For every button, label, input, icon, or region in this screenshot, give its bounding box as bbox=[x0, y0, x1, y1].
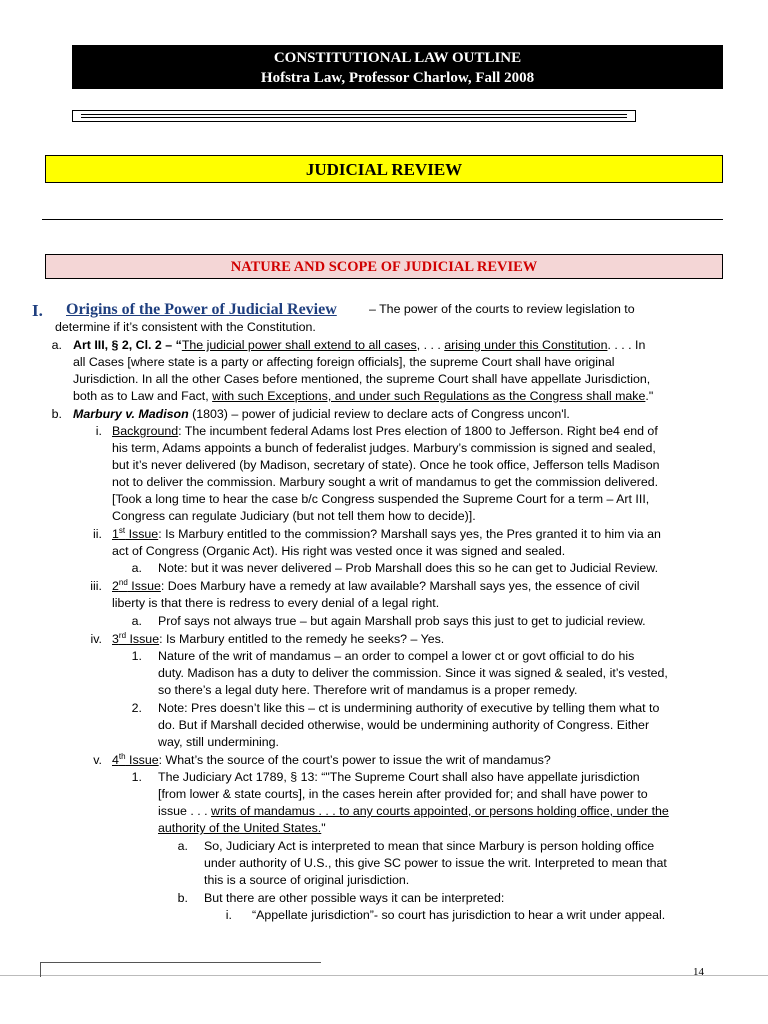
issue4-sub-b-marker: b. bbox=[177, 891, 188, 905]
item-a-line4-end: ." bbox=[645, 389, 654, 403]
issue1-note: Note: but it was never delivered – Prob Marshall does this so he can get to Judicial Review. bbox=[158, 561, 659, 575]
item-biii-marker: iii. bbox=[90, 579, 102, 593]
issue3-point2-marker: 2. bbox=[131, 701, 142, 715]
background-line2: his term, Adams appoints a bunch of federalist judges. Marbury’s commission is signed and sealed, bbox=[112, 441, 656, 455]
background-line6: Congress can regulate Judiciary (but not tell them how to decide)]. bbox=[112, 509, 476, 523]
issue2-note: Prof says not always true – but again Marshall prob says this just to get to judicial review. bbox=[158, 614, 646, 628]
issue1-label: 1st Issue bbox=[112, 525, 159, 541]
issue4-point1-line4 bbox=[158, 820, 326, 837]
issue2-label: 2nd Issue bbox=[112, 577, 161, 593]
issue3-point2-line2: do. But if Marshall decided otherwise, would be undermining authority of Congress. Either bbox=[158, 718, 650, 732]
background-line5: [Took a long time to hear the case b/c Congress suspended the Supreme Court for a term – Art III, bbox=[112, 492, 650, 506]
item-a-marker: a. bbox=[51, 338, 62, 352]
issue3-point1-line1: Nature of the writ of mandamus – an order to compel a lower ct or govt official to do his bbox=[158, 649, 635, 663]
issue1-note-marker: a. bbox=[131, 561, 142, 575]
item-bii-marker: ii. bbox=[93, 527, 102, 541]
issue4-sub-a-line2: under authority of U.S., this give SC power to issue the writ. Interpreted to mean that bbox=[204, 856, 667, 870]
issue3-point2-line1: Note: Pres doesn’t like this – ct is undermining authority of executive by telling them what to bbox=[158, 701, 660, 715]
heading-marker: I. bbox=[32, 301, 43, 320]
issue4-line1 bbox=[112, 752, 551, 769]
item-a-line1 bbox=[73, 337, 645, 354]
issue2-note-marker: a. bbox=[131, 614, 142, 628]
item-b-line1 bbox=[73, 406, 570, 423]
issue4-sub-a-line3: this is a source of original jurisdiction. bbox=[204, 873, 410, 887]
issue4-point1-line4-underlined: authority of the United States. bbox=[158, 821, 322, 835]
issue4-point1-line3-start: issue . . . bbox=[158, 804, 212, 818]
issue4-sub-a-line1: So, Judiciary Act is interpreted to mean that since Marbury is person holding office bbox=[204, 839, 655, 853]
heading-text: – The power of the courts to review legislation to bbox=[369, 302, 635, 316]
issue3-point1-line3: so there’s a legal duty here. Therefore writ of mandamus is a proper remedy. bbox=[158, 683, 578, 697]
issue3-point2-line3: way, still undermining. bbox=[158, 735, 279, 749]
item-a-ellipsis2: . . . . In bbox=[607, 338, 646, 352]
item-a-ellipsis1: , . . . bbox=[416, 338, 445, 352]
page-number: 14 bbox=[693, 966, 704, 978]
issue4-text: : What’s the source of the court’s power to issue the writ of mandamus? bbox=[158, 753, 551, 767]
horizontal-rule bbox=[42, 219, 723, 220]
background-line1 bbox=[112, 423, 658, 440]
item-bi-marker: i. bbox=[95, 424, 102, 438]
issue4-sub-b-i-line1: “Appellate jurisdiction”- so court has jurisdiction to hear a writ under appeal. bbox=[252, 908, 666, 922]
issue2-line1 bbox=[112, 578, 640, 595]
issue1-line1 bbox=[112, 526, 661, 543]
issue4-point1-line3-underlined: writs of mandamus . . . to any courts appointed, or persons holding office, under the bbox=[211, 804, 669, 818]
header-title: CONSTITUTIONAL LAW OUTLINE bbox=[273, 50, 522, 66]
issue1-line2: act of Congress (Organic Act). His right was vested once it was signed and sealed. bbox=[112, 544, 566, 558]
issue4-sub-b-i-marker: i. bbox=[225, 908, 232, 922]
heading-title: Origins of the Power of Judicial Review bbox=[66, 301, 337, 318]
background-line3: but it’s never delivered (by Madison, secretary of state). Once he took office, Jefferson tells Madison bbox=[112, 458, 660, 472]
background-line4: not to deliver the commission. Marbury sought a writ of mandamus to get the commission delivered. bbox=[112, 475, 659, 489]
issue3-line1 bbox=[112, 631, 444, 648]
item-a-line4-underlined: with such Exceptions, and under such Regulations as the Congress shall make bbox=[212, 389, 646, 403]
issue2-text: : Does Marbury have a remedy at law available? Marshall says yes, the essence of civil bbox=[160, 579, 640, 593]
item-biv-marker: iv. bbox=[90, 632, 102, 646]
issue1-text: : Is Marbury entitled to the commission? Marshall says yes, the Pres granted it to him via an bbox=[158, 527, 661, 541]
issue4-point1-marker: 1. bbox=[131, 770, 142, 784]
item-bv-marker: v. bbox=[93, 753, 102, 767]
footer-box bbox=[40, 962, 321, 977]
background-text: : The incumbent federal Adams lost Pres election of 1800 to Jefferson. Right be4 end of bbox=[178, 424, 658, 438]
issue3-text: : Is Marbury entitled to the remedy he seeks? – Yes. bbox=[159, 632, 445, 646]
section-title: JUDICIAL REVIEW bbox=[45, 155, 723, 183]
background-label: Background bbox=[112, 424, 179, 438]
item-b-text: (1803) – power of judicial review to declare acts of Congress uncon'l. bbox=[188, 407, 570, 421]
outline-header bbox=[72, 45, 723, 89]
item-a-citation: Art III, § 2, Cl. 2 – “ bbox=[73, 338, 182, 352]
item-a-quote2: arising under this Constitution bbox=[444, 338, 608, 352]
issue4-point1-line3 bbox=[158, 803, 669, 820]
item-b-marker: b. bbox=[51, 407, 62, 421]
item-a-line2: all Cases [where state is a party or affecting foreign officials], the supreme Court shall have original bbox=[73, 355, 615, 369]
item-a-line4 bbox=[73, 388, 653, 405]
case-name: Marbury v. Madison bbox=[73, 407, 189, 421]
item-a-line3: Jurisdiction. In all the other Cases before mentioned, the supreme Court shall have appellate Jurisdiction, bbox=[73, 372, 651, 386]
issue2-line2: liberty is that there is redress to every denial of a legal right. bbox=[112, 596, 440, 610]
issue3-label: 3rd Issue bbox=[112, 630, 160, 646]
issue4-point1-line2: [from lower & state courts], in the cases herein after provided for; and shall have power to bbox=[158, 787, 648, 801]
issue4-sub-a-marker: a. bbox=[177, 839, 188, 853]
double-line-divider bbox=[72, 110, 636, 122]
subsection-title: NATURE AND SCOPE OF JUDICIAL REVIEW bbox=[45, 254, 723, 279]
heading-text-cont: determine if it’s consistent with the Constitution. bbox=[55, 320, 316, 334]
item-a-quote1: The judicial power shall extend to all cases bbox=[181, 338, 417, 352]
issue4-sub-b-line1: But there are other possible ways it can be interpreted: bbox=[204, 891, 505, 905]
issue3-point1-line2: duty. Madison has a duty to deliver the commission. Since it was signed & sealed, it’s vested, bbox=[158, 666, 668, 680]
issue3-point1-marker: 1. bbox=[131, 649, 142, 663]
item-a-line4-start: both as to Law and Fact, bbox=[73, 389, 213, 403]
header-subtitle: Hofstra Law, Professor Charlow, Fall 2008 bbox=[260, 70, 535, 86]
issue4-label: 4th Issue bbox=[112, 751, 159, 767]
issue4-point1-line1: The Judiciary Act 1789, § 13: “"The Supreme Court shall also have appellate jurisdiction bbox=[158, 770, 640, 784]
issue4-point1-line4-end: " bbox=[321, 821, 326, 835]
